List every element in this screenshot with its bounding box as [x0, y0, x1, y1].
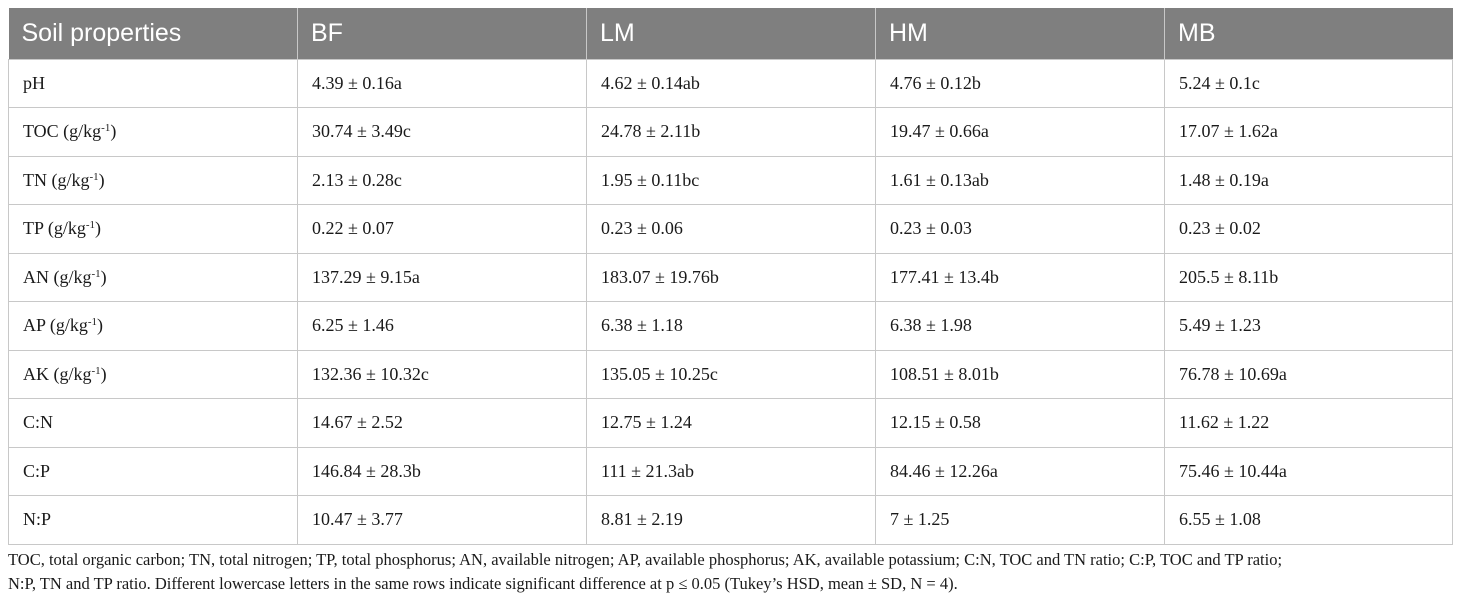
table-row [9, 447, 1453, 496]
table-cell: 7 ± 1.25 [876, 496, 1165, 545]
table-cell: 2.13 ± 0.28c [298, 156, 587, 205]
footnote-line-1: TOC, total organic carbon; TN, total nitrogen; TP, total phosphorus; AN, available nitrogen; AP, available phosphorus; AK, available potassium; C:N, TOC and TN ratio; C:P, TOC and TP ratio; [8, 550, 1283, 569]
table-cell: 6.25 ± 1.46 [298, 302, 587, 351]
unit-exponent: -1 [87, 316, 98, 329]
table-cell: 4.76 ± 0.12b [876, 59, 1165, 108]
column-header-bf: BF [298, 8, 587, 59]
table-row [9, 350, 1453, 399]
table-cell: 4.62 ± 0.14ab [587, 59, 876, 108]
row-label [9, 399, 298, 448]
row-label-text: pH [23, 72, 45, 93]
table-header-row [9, 8, 1453, 59]
table-row [9, 108, 1453, 157]
table-row [9, 156, 1453, 205]
row-label-text: AK (g/kg [23, 363, 92, 384]
unit-close-paren: ) [100, 363, 107, 384]
table-body [9, 59, 1453, 544]
table-cell: 6.55 ± 1.08 [1165, 496, 1453, 545]
column-header-soil-properties: Soil properties [9, 8, 298, 59]
row-label [9, 447, 298, 496]
row-label-text: N:P [23, 509, 52, 530]
row-label [9, 253, 298, 302]
footnote-line-2: N:P, TN and TP ratio. Different lowercase letters in the same rows indicate significant difference at p ≤ 0.05 (Tukey’s HSD, mean ± SD, N = 4). [8, 574, 958, 593]
column-header-hm: HM [876, 8, 1165, 59]
table-cell: 76.78 ± 10.69a [1165, 350, 1453, 399]
unit-close-paren: ) [110, 121, 117, 142]
table-cell: 177.41 ± 13.4b [876, 253, 1165, 302]
row-label [9, 496, 298, 545]
row-label-text: AN (g/kg [23, 266, 92, 287]
row-label [9, 59, 298, 108]
unit-exponent: -1 [91, 364, 101, 377]
row-label-text: TP (g/kg [23, 218, 86, 239]
column-header-lm: LM [587, 8, 876, 59]
row-label-text: AP (g/kg [23, 315, 88, 336]
table-cell: 19.47 ± 0.66a [876, 108, 1165, 157]
table-row [9, 253, 1453, 302]
table-cell: 4.39 ± 0.16a [298, 59, 587, 108]
table-cell: 0.23 ± 0.03 [876, 205, 1165, 254]
table-footnote [8, 548, 1452, 596]
row-label [9, 205, 298, 254]
table-cell: 108.51 ± 8.01b [876, 350, 1165, 399]
table-cell: 84.46 ± 12.26a [876, 447, 1165, 496]
row-label [9, 156, 298, 205]
unit-close-paren: ) [98, 169, 105, 190]
table-cell: 0.23 ± 0.02 [1165, 205, 1453, 254]
soil-properties-table-container [8, 8, 1452, 545]
table-cell: 75.46 ± 10.44a [1165, 447, 1453, 496]
column-header-mb: MB [1165, 8, 1453, 59]
table-cell: 132.36 ± 10.32c [298, 350, 587, 399]
table-cell: 5.24 ± 0.1c [1165, 59, 1453, 108]
unit-close-paren: ) [97, 315, 104, 336]
table-cell: 11.62 ± 1.22 [1165, 399, 1453, 448]
table-cell: 5.49 ± 1.23 [1165, 302, 1453, 351]
row-label [9, 302, 298, 351]
table-cell: 17.07 ± 1.62a [1165, 108, 1453, 157]
table-cell: 6.38 ± 1.18 [587, 302, 876, 351]
table-cell: 135.05 ± 10.25c [587, 350, 876, 399]
table-row [9, 399, 1453, 448]
table-cell: 30.74 ± 3.49c [298, 108, 587, 157]
table-cell: 6.38 ± 1.98 [876, 302, 1165, 351]
table-cell: 12.75 ± 1.24 [587, 399, 876, 448]
unit-exponent: -1 [89, 170, 99, 183]
table-cell: 24.78 ± 2.11b [587, 108, 876, 157]
table-cell: 14.67 ± 2.52 [298, 399, 587, 448]
unit-exponent: -1 [85, 219, 96, 232]
row-label [9, 350, 298, 399]
table-cell: 10.47 ± 3.77 [298, 496, 587, 545]
table-cell: 1.48 ± 0.19a [1165, 156, 1453, 205]
table-cell: 12.15 ± 0.58 [876, 399, 1165, 448]
table-cell: 0.22 ± 0.07 [298, 205, 587, 254]
table-cell: 183.07 ± 19.76b [587, 253, 876, 302]
row-label-text: C:P [23, 460, 51, 481]
table-row [9, 496, 1453, 545]
unit-exponent: -1 [91, 267, 101, 280]
row-label-text: TOC (g/kg [23, 121, 102, 142]
table-row [9, 302, 1453, 351]
unit-exponent: -1 [101, 122, 111, 135]
table-cell: 111 ± 21.3ab [587, 447, 876, 496]
row-label [9, 108, 298, 157]
unit-close-paren: ) [95, 218, 102, 239]
table-row [9, 205, 1453, 254]
table-cell: 205.5 ± 8.11b [1165, 253, 1453, 302]
row-label-text: TN (g/kg [23, 169, 90, 190]
table-cell: 146.84 ± 28.3b [298, 447, 587, 496]
unit-close-paren: ) [100, 266, 107, 287]
table-cell: 8.81 ± 2.19 [587, 496, 876, 545]
table-cell: 0.23 ± 0.06 [587, 205, 876, 254]
table-cell: 1.95 ± 0.11bc [587, 156, 876, 205]
soil-properties-table [8, 8, 1453, 545]
row-label-text: C:N [23, 412, 54, 433]
table-cell: 137.29 ± 9.15a [298, 253, 587, 302]
table-cell: 1.61 ± 0.13ab [876, 156, 1165, 205]
table-row [9, 59, 1453, 108]
